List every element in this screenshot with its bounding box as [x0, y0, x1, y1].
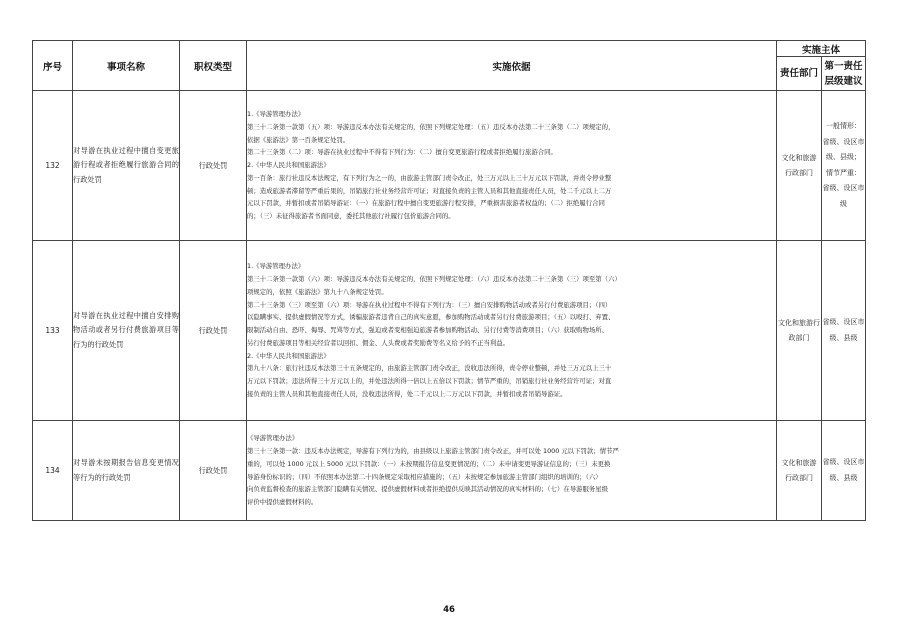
row-authority-type: 行政处罚 — [180, 241, 247, 421]
basis-line: 第二十三条第（三）项至第（六）项：导游在执业过程中不得有下列行为：（三）擅自安排购物活动或者另行付费旅游项目；（四） — [247, 300, 612, 309]
row-authority-type: 行政处罚 — [180, 91, 247, 241]
level-line: 省级、设区市 — [822, 318, 865, 326]
basis-line: 重的，可以处 1000 元以上 5000 元以下罚款：（一）未按期报告信息变更情况的；（二）未申请变更导游证信息的；（三）未更换 — [247, 459, 611, 468]
basis-line: 导游身份标识的；（四）不依照本办法第二十四条规定采取相应措施的；（五）未按规定参加旅游主管部门组织的培训的；（六） — [247, 472, 602, 481]
level-line: 省级、设区市 — [822, 458, 865, 466]
row-dept — [777, 421, 822, 521]
basis-line: 依据《旅游法》第一百条规定处罚。 — [247, 135, 350, 144]
basis-line: 2.《中华人民共和国旅游法》 — [247, 351, 330, 360]
row-level — [822, 91, 866, 241]
row-seq: 134 — [33, 421, 73, 521]
row-item-name: 对导游在执业过程中擅自变更旅游行程或者拒绝履行旅游合同的行政处罚 — [73, 91, 180, 241]
basis-line: 1.《导游管理办法》 — [247, 262, 305, 271]
basis-line: 的；（三）未征得旅游者书面同意，委托其他旅行社履行包价旅游合同的。 — [247, 212, 455, 221]
basis-line: 以隐瞒事实、提供虚假情况等方式，诱骗旅游者违背自己的真实意愿，参加购物活动或者另行付费旅游项目；（五）以殴打、弃置、 — [247, 313, 615, 322]
row-item-name: 对导游未按期报告信息变更情况等行为的行政处罚 — [73, 421, 180, 521]
basis-line: 第一百条：旅行社违反本法规定，有下列行为之一的，由旅游主管部门责令改正，处三万元以上三十万元以下罚款，并责令停业整 — [247, 173, 612, 182]
level-line: 级、县级； — [826, 153, 861, 161]
level-line: 情节严重： — [826, 168, 861, 177]
row-basis — [247, 91, 777, 241]
row-level — [822, 421, 866, 521]
row-seq: 133 — [33, 241, 73, 421]
header-level: 第一责任层级建议 — [822, 57, 866, 91]
basis-line: 1.《导游管理办法》 — [247, 109, 305, 118]
basis-line: 项规定的，依照《旅游法》第九十八条规定处罚。 — [247, 287, 388, 296]
row-basis — [247, 241, 777, 421]
basis-line: 限制活动自由、恐吓、侮辱、咒骂等方式，强迫或者变相强迫旅游者参加购物活动、另行付费等消费项目；（六）获取购物场所、 — [247, 326, 609, 335]
basis-line: 2.《中华人民共和国旅游法》 — [247, 161, 330, 170]
row-basis — [247, 421, 777, 521]
header-dept: 责任部门 — [777, 57, 822, 91]
header-basis: 实施依据 — [247, 41, 777, 91]
basis-line: 接负责的主管人员和其他直接责任人员，没收违法所得，处二千元以上二万元以下罚款，并暂扣或者吊销导游证。 — [247, 390, 567, 399]
row-authority-type: 行政处罚 — [180, 421, 247, 521]
level-line: 省级、设区市 — [822, 137, 865, 146]
basis-line: 第九十八条：旅行社违反本法第三十五条规定的，由旅游主管部门责令改正，没收违法所得，责令停业整顿，并处三万元以上三十 — [247, 364, 612, 373]
row-dept — [777, 91, 822, 241]
basis-line: 第二十三条第（二）项：导游在执业过程中不得有下列行为：（二）擅自变更旅游行程或者拒绝履行旅游合同。 — [247, 148, 557, 157]
header-type: 职权类型 — [180, 41, 247, 91]
table-row — [33, 241, 866, 421]
basis-line: 顿；造成旅游者滞留等严重后果的，吊销旅行社业务经营许可证；对直接负责的主管人员和其他直接责任人员，处二千元以上二万 — [247, 186, 612, 195]
header-name: 事项名称 — [73, 41, 180, 91]
basis-line: 第三十三条第一款：违反本办法规定，导游有下列行为的，由县级以上旅游主管部门责令改正，并可以处 1000 元以下罚款；情节严 — [247, 446, 619, 455]
basis-line: 第三十二条第一款第（五）项：导游违反本办法有关规定的，依照下列规定处理：（五）违反本办法第二十三条第（二）项规定的， — [247, 122, 615, 131]
dept-line: 行政部门 — [785, 168, 813, 177]
level-line: 级、县级 — [829, 473, 858, 482]
basis-line: 评价中提供虚假材料的。 — [247, 498, 318, 507]
basis-line: 《导游管理办法》 — [247, 434, 299, 443]
authority-table — [32, 40, 866, 521]
basis-line: 元以下罚款，并暂扣或者吊销导游证：（一）在旅游行程中擅自变更旅游行程安排，严重损害旅游者权益的；（二）拒绝履行合同 — [247, 199, 605, 208]
page-number: 46 — [443, 605, 455, 615]
dept-line: 行政部门 — [785, 473, 813, 482]
basis-line: 万元以下罚款；违法所得三十万元以上的，并处违法所得一倍以上五倍以下罚款；情节严重的，吊销旅行社业务经营许可证；对直 — [247, 377, 612, 386]
basis-line: 向负责监督检查的旅游主管部门隐瞒有关情况、提供虚假材料或者拒绝提供反映其活动情况的真实材料的；（七）在导游服务星级 — [247, 485, 609, 494]
level-line: 一般情形： — [826, 122, 861, 130]
level-line: 级、县级 — [829, 333, 858, 342]
header-subject: 实施主体 — [777, 41, 866, 57]
dept-line: 文化和旅游 — [781, 153, 817, 162]
level-line: 级 — [840, 199, 847, 208]
level-line: 省级、设区市 — [822, 184, 865, 192]
basis-line: 第三十二条第一款第（六）项：导游违反本办法有关规定的，依照下列规定处理：（六）违反本办法第二十三条第（三）项至第（六） — [247, 274, 621, 283]
row-item-name: 对导游在执业过程中擅自安排购物活动或者另行付费旅游项目等行为的行政处罚 — [73, 241, 180, 421]
table-row — [33, 91, 866, 241]
dept-line: 文化和旅游 — [781, 458, 817, 467]
basis-line: 另行付费旅游项目等相关经营者以回扣、佣金、人头费或者奖励费等名义给予的不正当利益。 — [247, 338, 510, 347]
row-level — [822, 241, 866, 421]
header-seq: 序号 — [33, 41, 73, 91]
row-seq: 132 — [33, 91, 73, 241]
row-dept — [777, 241, 822, 421]
dept-line: 文化和旅游行政部门 — [778, 318, 820, 342]
table-row — [33, 421, 866, 521]
